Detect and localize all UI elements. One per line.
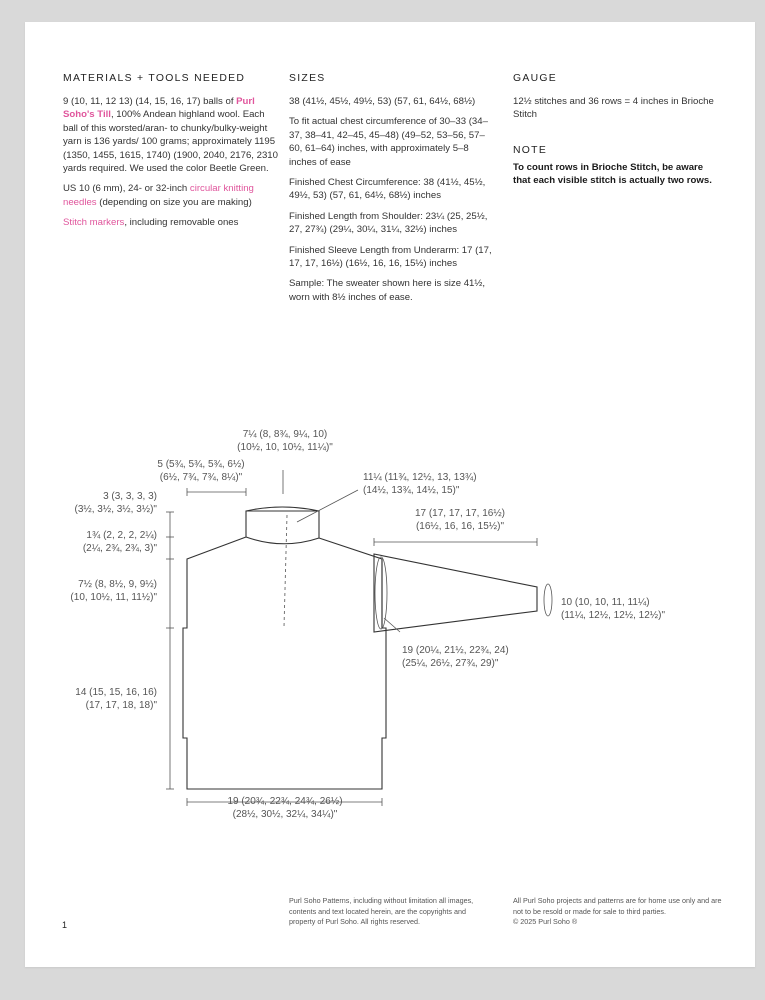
copyright-text: Purl Soho Patterns, including without limitation all images, contents and text located herein, are the copyrights and property of Purl Soho. All rights reserved. bbox=[289, 896, 474, 926]
sample-text: Sample: The sweater shown here is size 41½, worn with 8½ inches of ease. bbox=[289, 278, 486, 303]
neck-width-label: 7¼ (8, 8¾, 9¼, 10) (10½, 10, 10½, 11¼)" bbox=[237, 429, 333, 453]
usage-notice bbox=[513, 896, 723, 928]
upper-arm-label: 19 (20¼, 21½, 22¾, 24) (25¼, 26½, 27¾, 29)" bbox=[402, 645, 509, 669]
armhole-label: 7½ (8, 8½, 9, 9½) (10, 10½, 11, 11½)" bbox=[70, 579, 157, 603]
gauge-text: 12½ stitches and 36 rows = 4 inches in Brioche Stitch bbox=[513, 96, 714, 121]
needles-intro: US 10 (6 mm), 24- or 32-inch bbox=[63, 183, 190, 195]
upper-arm-ellipse bbox=[375, 557, 387, 629]
markers-link[interactable]: Stitch markers bbox=[63, 217, 125, 229]
collar-top bbox=[246, 507, 319, 511]
shoulder-label: 5 (5¾, 5¾, 5¾, 6½) (6½, 7¾, 7¾, 8¼)" bbox=[157, 459, 245, 483]
sleeve-text: Finished Sleeve Length from Underarm: 17 (17, 17, 17, 16½) (16½, 16, 16, 15½) inches bbox=[289, 244, 492, 270]
sizes-heading: SIZES bbox=[289, 73, 326, 84]
note-text: To count rows in Brioche Stitch, be aware that each visible stitch is actually two rows. bbox=[513, 161, 712, 186]
note-heading: NOTE bbox=[513, 144, 548, 156]
copyright-year: © 2025 Purl Soho ® bbox=[513, 917, 578, 926]
collar-seam bbox=[246, 537, 319, 544]
length-text: Finished Length from Shoulder: 23¼ (25, 25½, 27, 27¾) (29¼, 30¼, 31¼, 32½) inches bbox=[289, 210, 488, 236]
gauge-heading: GAUGE bbox=[513, 73, 558, 84]
yarn-intro: 9 (10, 11, 12 13) (14, 15, 16, 17) balls of bbox=[63, 96, 237, 107]
cuff-label: 10 (10, 10, 11, 11¼) (11¼, 12½, 12½, 12½)" bbox=[561, 597, 665, 621]
body-length-label: 14 (15, 15, 16, 16) (17, 17, 18, 18)" bbox=[75, 687, 157, 711]
yarn-link[interactable]: Purl Soho's Till bbox=[63, 96, 255, 121]
markers-text: , including removable ones bbox=[124, 217, 239, 229]
collar-circumference-label: 11¼ (11¾, 12½, 13, 13¾) (14½, 13¾, 14½, 15)" bbox=[363, 472, 477, 496]
yarn-text: , 100% Andean highland wool. Each ball of this worsted/aran- to chunky/bulky-weight yarn is 136 yards/ 100 grams; approximately 1195 (1350, 1455, 1615, 1740) (1900, 2040, 2176, 2310 yards required. We used the color Beetle Green. bbox=[63, 109, 278, 175]
chest-text: Finished Chest Circumference: 38 (41½, 45½, 49½, 53) (57, 61, 64½, 68½) inches bbox=[289, 177, 486, 202]
needles-text: (depending on size you are making) bbox=[96, 196, 252, 208]
needles-link[interactable]: circular knitting needles bbox=[63, 183, 254, 208]
size-list: 38 (41½, 45½, 49½, 53) (57, 61, 64½, 68½) bbox=[289, 96, 476, 107]
usage-text: All Purl Soho projects and patterns are for home use only and are not to be resold or made for sale to third parties. bbox=[513, 896, 722, 916]
collar-height-label: 3 (3, 3, 3, 3) (3½, 3½, 3½, 3½)" bbox=[74, 491, 157, 515]
zipper-line bbox=[284, 515, 287, 627]
fit-text: To fit actual chest circumference of 30–33 (34–37, 38–41, 42–45, 45–48) (49–52, 53–56, 57–60, 61–64) inches, with approximately 5–8 inches of ease bbox=[289, 116, 488, 168]
pattern-page bbox=[25, 22, 755, 967]
sleeve-outline bbox=[374, 554, 537, 632]
page-number: 1 bbox=[62, 920, 68, 930]
collar-leader bbox=[297, 490, 358, 522]
sleeve-length-label: 17 (17, 17, 17, 16½) (16½, 16, 16, 15½)" bbox=[414, 508, 506, 532]
materials-heading: MATERIALS + TOOLS NEEDED bbox=[63, 73, 246, 84]
body-outline bbox=[183, 511, 386, 789]
yoke-height-label: 1¾ (2, 2, 2, 2¼) (2¼, 2¾, 2¾, 3)" bbox=[82, 530, 157, 554]
cuff-ellipse bbox=[544, 584, 552, 616]
hem-width-label: 19 (20¾, 22¾, 24¾, 26½) (28½, 30½, 32¼, 34¼)" bbox=[227, 796, 343, 820]
